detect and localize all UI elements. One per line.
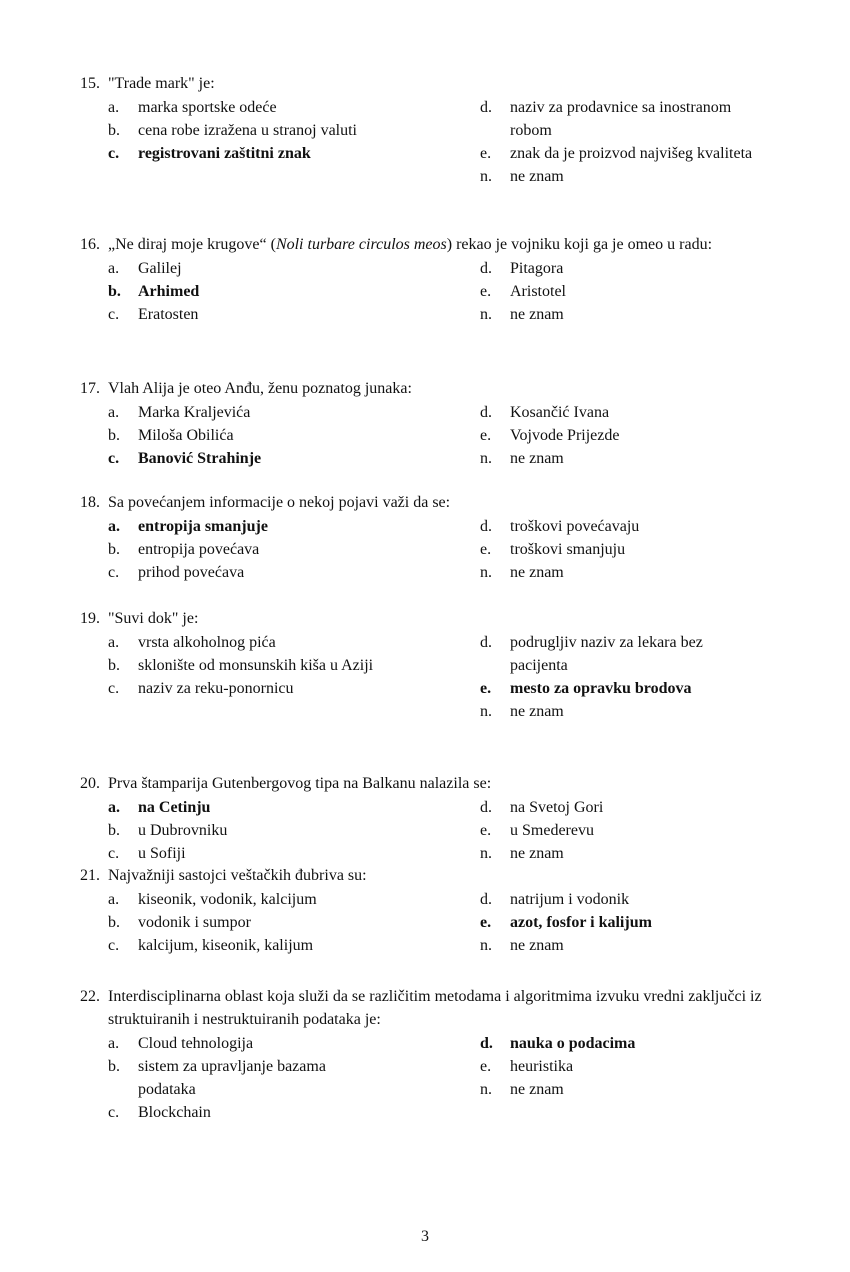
option-letter: b. <box>108 914 120 931</box>
question-number: 20. <box>80 775 100 792</box>
options-column-right <box>480 631 780 723</box>
answer-option-e <box>480 911 780 934</box>
answer-option-e <box>480 280 780 303</box>
question-number: 18. <box>80 494 100 511</box>
option-text: Vojvode Prijezde <box>510 427 620 444</box>
question-text-pre: „Ne diraj moje krugove“ ( <box>108 236 276 253</box>
option-letter: e. <box>480 427 492 444</box>
answer-option-e <box>480 424 780 447</box>
question-title <box>80 491 800 514</box>
options-column-left <box>80 1032 480 1124</box>
question-number: 15. <box>80 75 100 92</box>
question-number: 22. <box>80 988 100 1005</box>
option-letter: a. <box>108 891 120 908</box>
answer-option-b <box>108 280 480 303</box>
option-text: Blockchain <box>138 1104 211 1121</box>
option-text: ne znam <box>510 450 564 467</box>
option-text: naziv za reku-ponornicu <box>138 680 294 697</box>
option-letter: e. <box>480 283 492 300</box>
options-column-left <box>80 257 480 326</box>
option-letter: c. <box>108 306 120 323</box>
question-title <box>80 607 800 630</box>
option-letter: d. <box>480 799 492 816</box>
answer-options <box>80 888 800 957</box>
option-text: u Sofiji <box>138 845 186 862</box>
answer-option-d <box>480 401 780 424</box>
option-text: Kosančić Ivana <box>510 404 610 421</box>
option-letter: n. <box>480 168 492 185</box>
option-letter: a. <box>108 518 120 535</box>
answer-options <box>80 796 800 865</box>
answer-options <box>80 1032 800 1124</box>
option-text: sistem za upravljanje bazama podataka <box>138 1058 326 1098</box>
option-text: ne znam <box>510 564 564 581</box>
option-letter: e. <box>480 822 492 839</box>
answer-option-d <box>480 1032 780 1055</box>
question-20 <box>80 772 800 865</box>
answer-option-a <box>108 888 480 911</box>
answer-option-e <box>480 677 780 700</box>
option-letter: d. <box>480 518 492 535</box>
option-text: prihod povećava <box>138 564 245 581</box>
answer-option-a <box>108 401 480 424</box>
options-column-right <box>480 401 780 470</box>
answer-option-c <box>108 1101 480 1124</box>
option-text: heuristika <box>510 1058 574 1075</box>
question-number: 21. <box>80 867 100 884</box>
answer-options <box>80 401 800 470</box>
question-15 <box>80 72 800 188</box>
options-column-right <box>480 1032 780 1124</box>
option-letter: a. <box>108 799 120 816</box>
option-text: Pitagora <box>510 260 564 277</box>
answer-options <box>80 631 800 723</box>
question-title <box>80 233 800 256</box>
option-text: kiseonik, vodonik, kalcijum <box>138 891 317 908</box>
option-letter: c. <box>108 845 120 862</box>
option-letter: b. <box>108 657 120 674</box>
option-text: registrovani zaštitni znak <box>138 145 311 162</box>
answer-option-d <box>480 888 780 911</box>
option-letter: b. <box>108 283 121 300</box>
answer-option-a <box>108 96 480 119</box>
option-letter: n. <box>480 1081 492 1098</box>
option-letter: e. <box>480 1058 492 1075</box>
option-text: vodonik i sumpor <box>138 914 251 931</box>
question-19 <box>80 607 800 723</box>
answer-option-d <box>480 796 780 819</box>
option-letter: d. <box>480 1035 493 1052</box>
answer-option-n <box>480 303 780 326</box>
option-letter: a. <box>108 99 120 116</box>
option-letter: d. <box>480 260 492 277</box>
option-letter: n. <box>480 937 492 954</box>
question-number: 17. <box>80 380 100 397</box>
options-column-right <box>480 96 780 188</box>
option-text: Eratosten <box>138 306 199 323</box>
option-text: ne znam <box>510 1081 564 1098</box>
option-letter: d. <box>480 404 492 421</box>
question-number: 16. <box>80 236 100 253</box>
answer-option-c <box>108 934 480 957</box>
option-letter: c. <box>108 145 120 162</box>
options-column-left <box>80 631 480 723</box>
question-21 <box>80 864 800 957</box>
option-text: podrugljiv naziv za lekara bez pacijenta <box>510 634 703 674</box>
question-text: Najvažniji sastojci veštačkih đubriva su: <box>108 867 367 884</box>
question-number: 19. <box>80 610 100 627</box>
option-letter: e. <box>480 680 492 697</box>
option-text: ne znam <box>510 845 564 862</box>
option-text: nauka o podacima <box>510 1035 636 1052</box>
answer-option-e <box>480 819 780 842</box>
option-text: ne znam <box>510 703 564 720</box>
question-text: Vlah Alija je oteo Anđu, ženu poznatog junaka: <box>108 380 412 397</box>
options-column-right <box>480 257 780 326</box>
option-letter: d. <box>480 99 492 116</box>
option-text: troškovi smanjuju <box>510 541 626 558</box>
option-text: mesto za opravku brodova <box>510 680 692 697</box>
answer-option-d <box>480 96 780 142</box>
option-text: ne znam <box>510 306 564 323</box>
option-letter: d. <box>480 634 492 651</box>
option-text: na Cetinju <box>138 799 211 816</box>
answer-option-b <box>108 654 480 677</box>
answer-option-d <box>480 631 780 677</box>
option-text: Banović Strahinje <box>138 450 262 467</box>
question-text-latin: Noli turbare circulos meos <box>275 236 447 253</box>
option-letter: n. <box>480 450 492 467</box>
option-text: vrsta alkoholnog pića <box>138 634 276 651</box>
options-column-left <box>80 401 480 470</box>
question-text-post: ) rekao je vojniku koji ga je omeo u radu: <box>446 236 713 253</box>
option-letter: d. <box>480 891 492 908</box>
question-text: Prva štamparija Gutenbergovog tipa na Balkanu nalazila se: <box>108 775 492 792</box>
answer-option-a <box>108 631 480 654</box>
question-title <box>80 377 800 400</box>
option-text: entropija povećava <box>138 541 260 558</box>
option-letter: a. <box>108 260 120 277</box>
option-text: entropija smanjuje <box>138 518 268 535</box>
answer-option-n <box>480 700 780 723</box>
question-text: Sa povećanjem informacije o nekoj pojavi važi da se: <box>108 494 451 511</box>
question-text: "Trade mark" je: <box>108 75 215 92</box>
option-text: znak da je proizvod najvišeg kvaliteta <box>510 145 753 162</box>
answer-option-a <box>108 515 480 538</box>
question-title <box>80 864 800 887</box>
option-text: Cloud tehnologija <box>138 1035 254 1052</box>
answer-option-d <box>480 515 780 538</box>
answer-option-c <box>108 842 480 865</box>
answer-option-c <box>108 303 480 326</box>
option-text: u Dubrovniku <box>138 822 228 839</box>
answer-option-n <box>480 1078 780 1101</box>
option-text: ne znam <box>510 937 564 954</box>
answer-option-e <box>480 142 780 165</box>
options-column-right <box>480 888 780 957</box>
option-letter: c. <box>108 937 120 954</box>
answer-option-b <box>108 119 480 142</box>
question-16 <box>80 233 800 326</box>
answer-options <box>80 96 800 188</box>
answer-option-e <box>480 538 780 561</box>
option-text: cena robe izražena u stranoj valuti <box>138 122 357 139</box>
answer-option-n <box>480 561 780 584</box>
option-letter: c. <box>108 450 120 467</box>
answer-option-e <box>480 1055 780 1078</box>
option-text: Arhimed <box>138 283 200 300</box>
question-17 <box>80 377 800 470</box>
option-letter: c. <box>108 1104 120 1121</box>
option-letter: n. <box>480 564 492 581</box>
answer-option-b <box>108 819 480 842</box>
option-letter: b. <box>108 427 120 444</box>
answer-options <box>80 515 800 584</box>
question-title <box>80 985 800 1031</box>
option-letter: b. <box>108 1058 120 1075</box>
options-column-left <box>80 796 480 865</box>
option-text: troškovi povećavaju <box>510 518 640 535</box>
page-number: 3 <box>421 1228 429 1245</box>
option-text: Aristotel <box>510 283 566 300</box>
option-text: azot, fosfor i kalijum <box>510 914 652 931</box>
answer-option-c <box>108 561 480 584</box>
question-18 <box>80 491 800 584</box>
options-column-left <box>80 515 480 584</box>
option-text: Miloša Obilića <box>138 427 234 444</box>
option-letter: c. <box>108 564 120 581</box>
option-letter: a. <box>108 1035 120 1052</box>
answer-option-b <box>108 424 480 447</box>
question-title <box>80 772 800 795</box>
option-text: kalcijum, kiseonik, kalijum <box>138 937 314 954</box>
option-text: sklonište od monsunskih kiša u Aziji <box>138 657 374 674</box>
question-text: "Suvi dok" je: <box>108 610 199 627</box>
answer-option-n <box>480 934 780 957</box>
option-letter: n. <box>480 845 492 862</box>
answer-option-c <box>108 447 480 470</box>
options-column-right <box>480 796 780 865</box>
answer-option-b <box>108 1055 480 1101</box>
answer-option-n <box>480 842 780 865</box>
options-column-right <box>480 515 780 584</box>
option-letter: e. <box>480 145 492 162</box>
option-letter: e. <box>480 914 492 931</box>
answer-option-a <box>108 257 480 280</box>
option-text: ne znam <box>510 168 564 185</box>
options-column-left <box>80 96 480 188</box>
answer-option-b <box>108 911 480 934</box>
options-column-left <box>80 888 480 957</box>
answer-option-n <box>480 447 780 470</box>
question-text <box>108 233 800 256</box>
option-text: Galilej <box>138 260 182 277</box>
option-text: Marka Kraljevića <box>138 404 251 421</box>
option-letter: a. <box>108 634 120 651</box>
option-text: natrijum i vodonik <box>510 891 630 908</box>
question-title <box>80 72 800 95</box>
option-text: naziv za prodavnice sa inostranom robom <box>510 99 732 139</box>
option-text: marka sportske odeće <box>138 99 277 116</box>
answer-option-d <box>480 257 780 280</box>
option-letter: e. <box>480 541 492 558</box>
option-letter: b. <box>108 122 120 139</box>
answer-option-a <box>108 796 480 819</box>
answer-options <box>80 257 800 326</box>
option-letter: b. <box>108 541 120 558</box>
question-22 <box>80 985 800 1124</box>
option-letter: n. <box>480 703 492 720</box>
option-text: na Svetoj Gori <box>510 799 604 816</box>
option-letter: b. <box>108 822 120 839</box>
answer-option-b <box>108 538 480 561</box>
option-letter: n. <box>480 306 492 323</box>
option-letter: a. <box>108 404 120 421</box>
question-text: Interdisciplinarna oblast koja služi da se različitim metodama i algoritmima izvuku vredni zaključci iz struktuiranih i nestruktuiranih podataka je: <box>108 988 762 1028</box>
answer-option-c <box>108 677 480 700</box>
answer-option-c <box>108 142 480 165</box>
option-text: u Smederevu <box>510 822 594 839</box>
answer-option-n <box>480 165 780 188</box>
option-letter: c. <box>108 680 120 697</box>
answer-option-a <box>108 1032 480 1055</box>
